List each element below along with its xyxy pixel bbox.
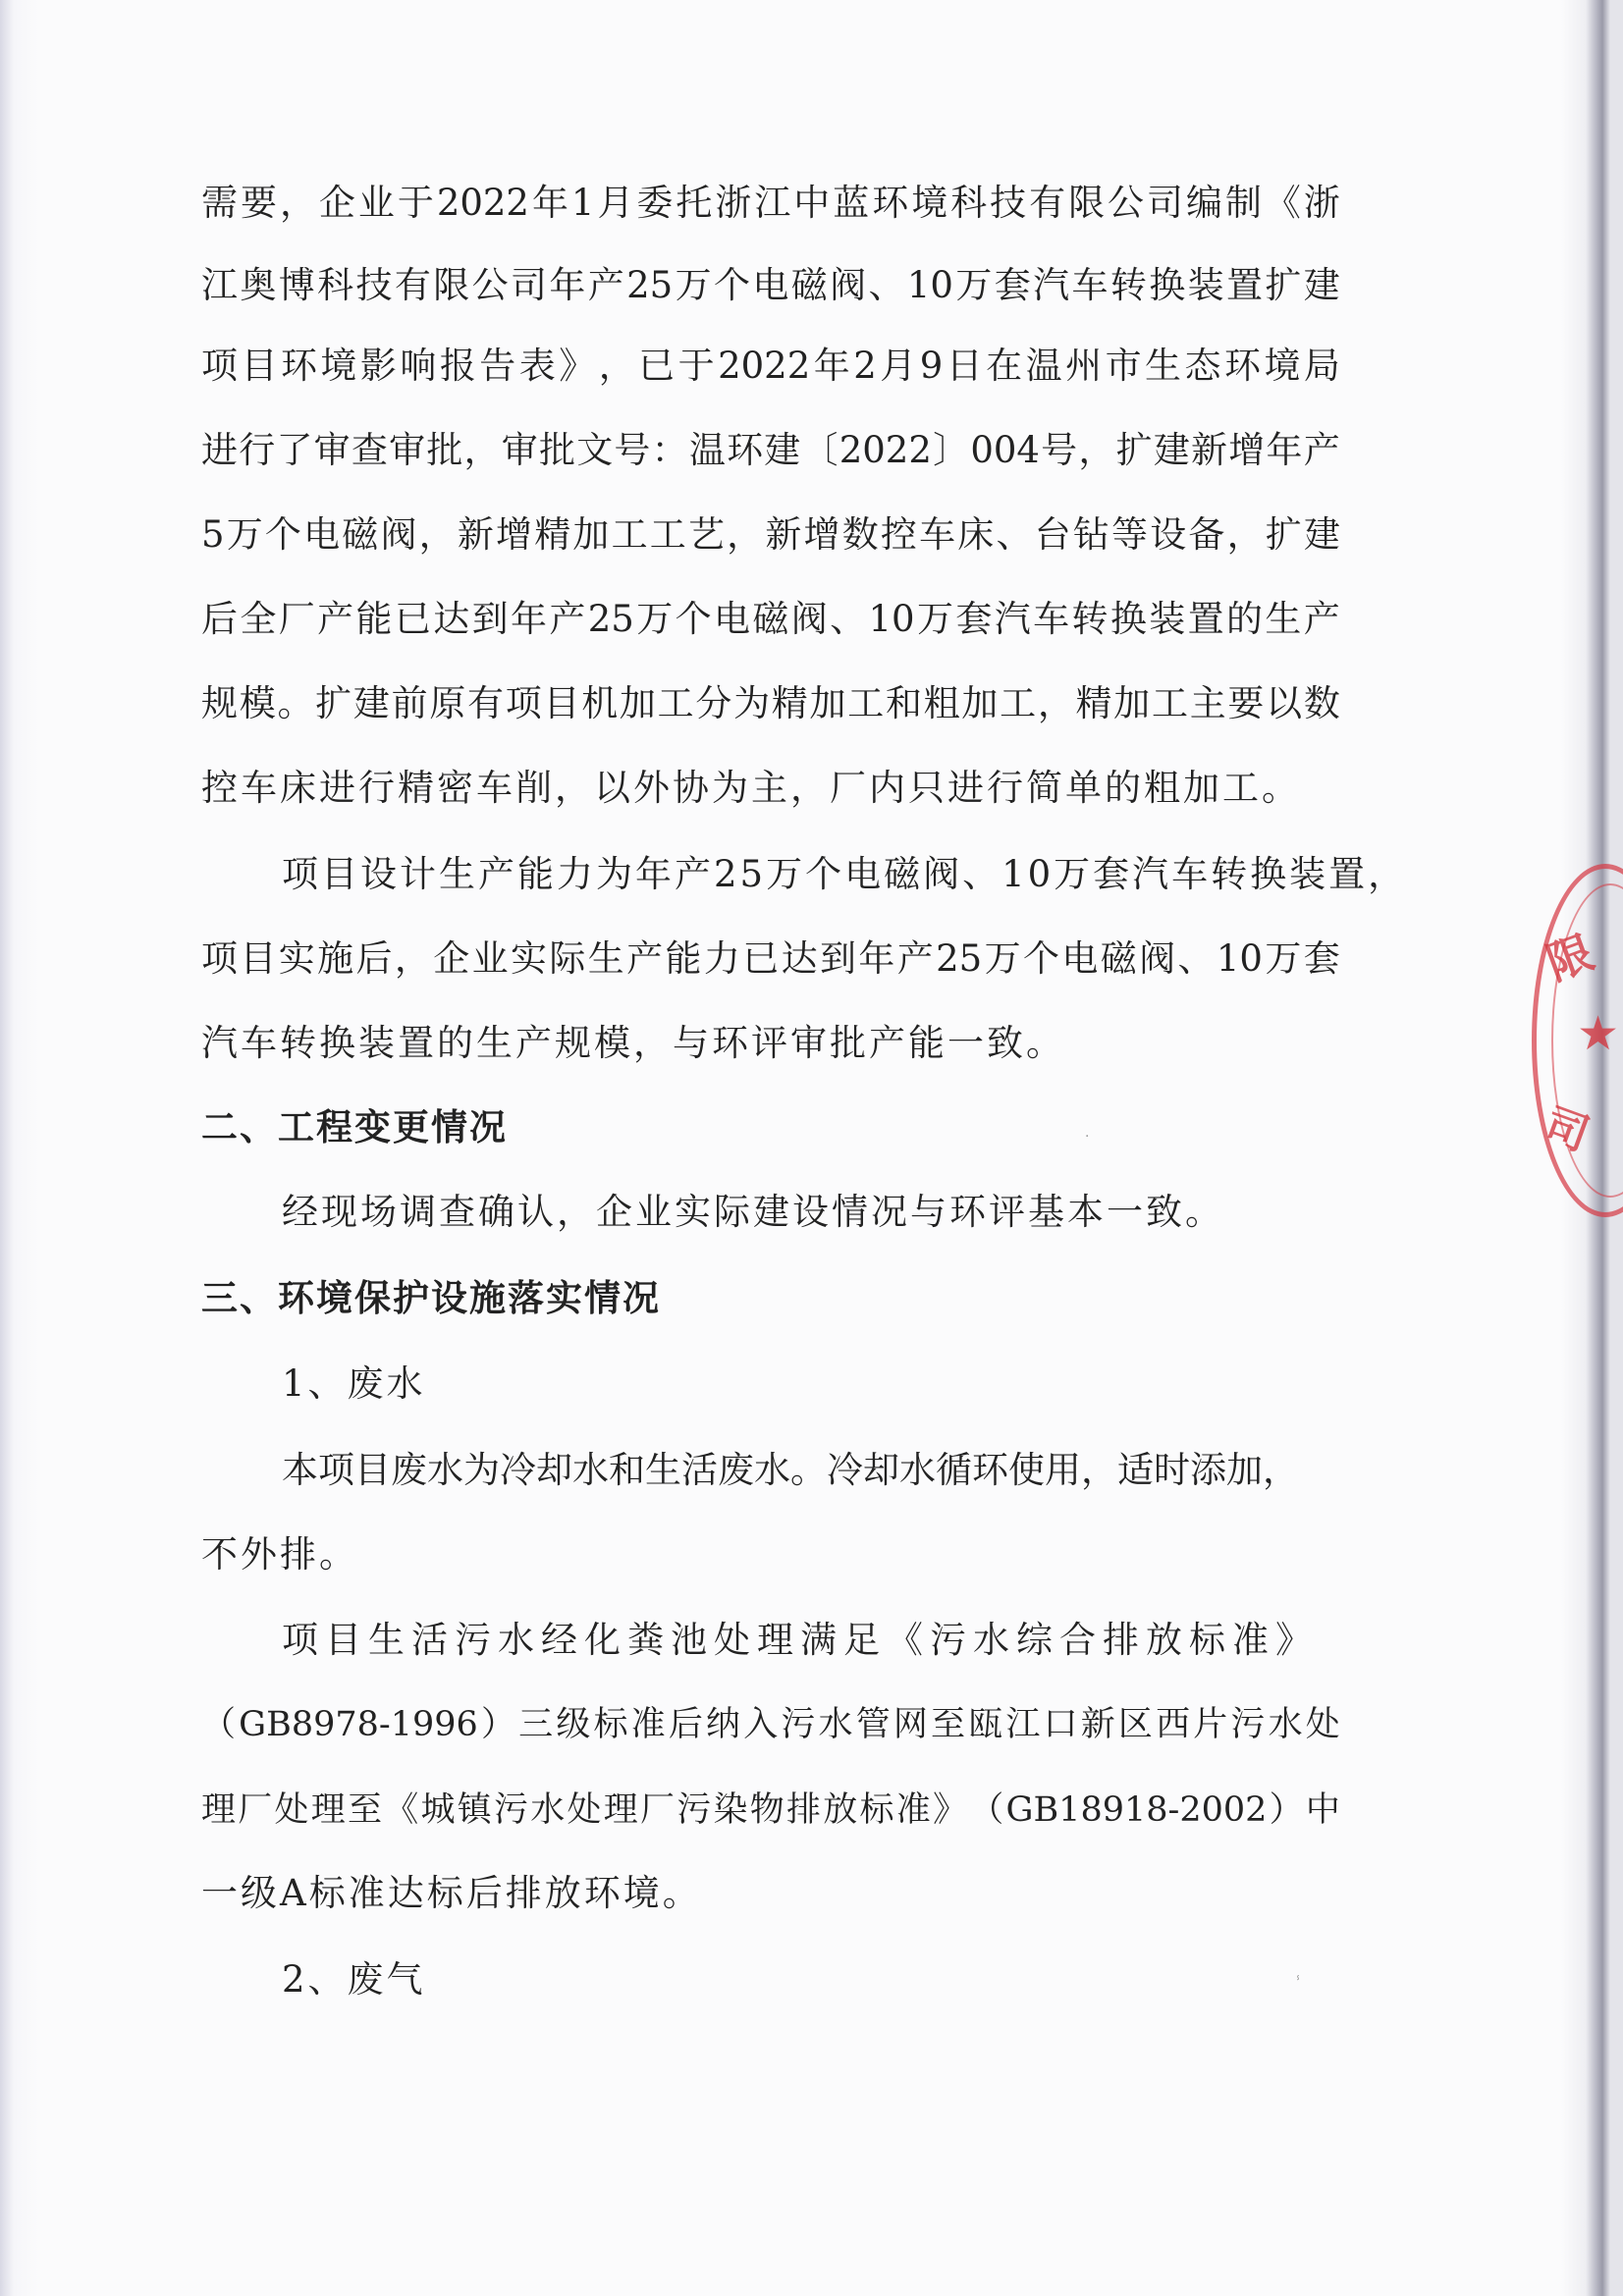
paragraph-start: 项目设计生产能力为年产25万个电磁阀、10万套汽车转换装置， [282, 853, 1408, 895]
text-line: 项 目 实 施 后 ， 企 业 实 际 生 产 能 力 已 达 到 年 产 25 万 个 电 磁 阀 、 10 万 套 [201, 937, 1340, 980]
section-heading: 三、环境保护设施落实情况 [201, 1277, 661, 1319]
seal-char: 司 [1538, 1098, 1596, 1161]
seal-star-icon: ★ [1577, 1006, 1620, 1061]
text-line: 需 要 ， 企 业 于 2022 年 1 月 委 托 浙 江 中 蓝 环 境 科 技 有 限 公 司 编 制 《 浙 [201, 182, 1340, 224]
text-line: 一级A标准达标后排放环境。 [201, 1872, 702, 1914]
subsection-heading: 1、废水 [282, 1362, 426, 1405]
text-line: 进 行 了 审 查 审 批 ， 审 批 文 号 ： 温 环 建 〔 2022 〕 004 号 ， 扩 建 新 增 年 产 [201, 429, 1340, 471]
subsection-heading: 2、废气 [282, 1958, 426, 2001]
paragraph-start: 项目生活污水经化粪池处理满足《污水综合排放标准》 [282, 1619, 1319, 1661]
scan-speck: ⸯ [1294, 1977, 1303, 1993]
text-line: 项 目 环 境 影 响 报 告 表 》 ， 已 于 2022 年 2 月 9 日 在 温 州 市 生 态 环 境 局 [201, 345, 1340, 387]
text-line: 规 模 。 扩 建 前 原 有 项 目 机 加 工 分 为 精 加 工 和 粗 加 工 ， 精 加 工 主 要 以 数 [201, 682, 1340, 724]
text-line: 5 万 个 电 磁 阀 ， 新 增 精 加 工 工 艺 ， 新 增 数 控 车 床 、 台 钻 等 设 备 ， 扩 建 [201, 513, 1340, 556]
paragraph-start: 本项目废水为冷却水和生活废水。冷却水循环使用，适时添加， [282, 1449, 1299, 1491]
seal-char: 限 [1540, 925, 1600, 991]
text-line: 理 厂 处 理 至 《 城 镇 污 水 处 理 厂 污 染 物 排 放 标 准 》 （ GB18918-2002 ） 中 [201, 1790, 1340, 1830]
text-line: 不外排。 [201, 1533, 358, 1575]
text-line: （ GB8978-1996 ） 三 级 标 准 后 纳 入 污 水 管 网 至 瓯 江 口 新 区 西 片 污 水 处 [201, 1705, 1340, 1744]
text-line: 后 全 厂 产 能 已 达 到 年 产 25 万 个 电 磁 阀 、 10 万 套 汽 车 转 换 装 置 的 生 产 [201, 598, 1340, 640]
scan-speck: · [1085, 1129, 1090, 1145]
text-line: 汽车转换装置的生产规模，与环评审批产能一致。 [201, 1022, 1065, 1064]
paragraph-start: 经现场调查确认，企业实际建设情况与环评基本一致。 [282, 1191, 1224, 1233]
text-line: 控车床进行精密车削，以外协为主，厂内只进行简单的粗加工。 [201, 767, 1301, 809]
text-line: 江 奥 博 科 技 有 限 公 司 年 产 25 万 个 电 磁 阀 、 10 万 套 汽 车 转 换 装 置 扩 建 [201, 264, 1340, 306]
section-heading: 二、工程变更情况 [201, 1106, 508, 1148]
